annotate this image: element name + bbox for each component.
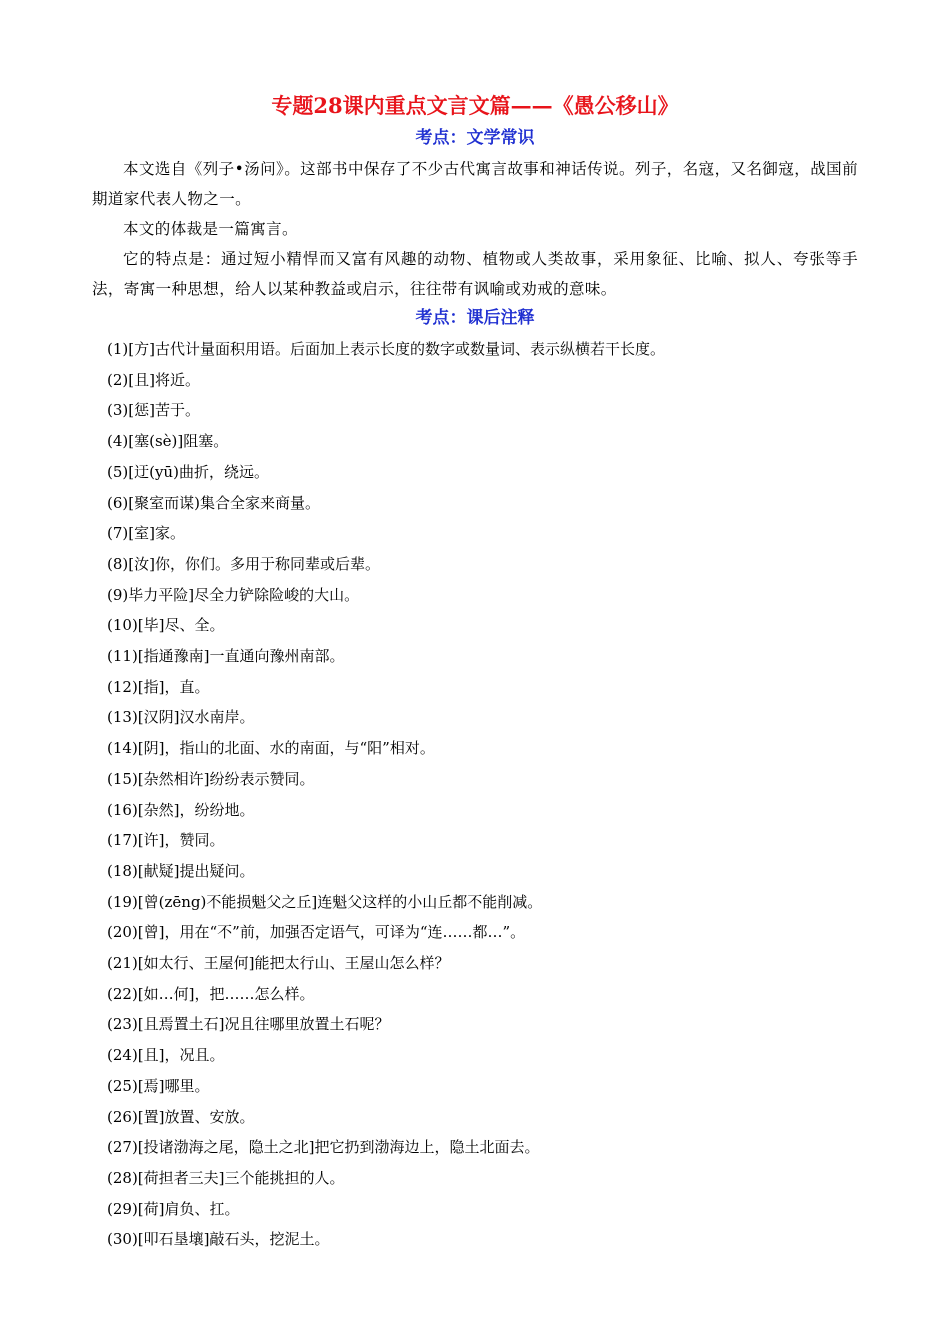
annotation-item: (26)[置]放置、安放。 [107,1107,255,1126]
annotation-item: (4)[塞(sè)]阻塞。 [107,432,229,451]
annotation-item: (13)[汉阴]汉水南岸。 [107,708,255,727]
annotation-item: (30)[叩石垦壤]敲石头，挖泥土。 [107,1230,330,1249]
annotation-item: (5)[迂(yū)曲折，绕远。 [107,462,269,481]
annotation-item: (16)[杂然]，纷纷地。 [107,800,255,819]
document-title: 专题28课内重点文言文篇——《愚公移山》 [271,93,679,118]
annotation-item: (10)[毕]尽、全。 [107,616,225,635]
annotation-item: (14)[阴]，指山的北面、水的南面，与“阳”相对。 [107,739,435,758]
annotation-item: (22)[如…何]，把……怎么样。 [107,984,315,1003]
annotation-item: (23)[且焉置土石]况且往哪里放置土石呢？ [107,1015,390,1034]
section-heading-annotations: 考点：课后注释 [415,308,535,328]
paragraph-features: 它的特点是：通过短小精悍而又富有风趣的动物、植物或人类故事，采用象征、比喻、拟人、夸张等手法，寄寓一种思想，给人以某种教益或启示，往往带有讽喻或劝戒的意味。 [92,250,858,298]
annotation-item: (8)[汝]你，你们。多用于称同辈或后辈。 [107,554,380,573]
paragraph-genre: 本文的体裁是一篇寓言。 [123,220,298,238]
section-heading-literary-knowledge: 考点：文学常识 [415,128,535,148]
annotation-item: (1)[方]古代计量面积用语。后面加上表示长度的数字或数量词、表示纵横若干长度。 [107,340,665,358]
annotation-item: (7)[室]家。 [107,524,185,543]
annotation-item: (11)[指通豫南]一直通向豫州南部。 [107,647,345,666]
annotation-item: (20)[曾]，用在“不”前，加强否定语气，可译为“连……都…”。 [107,923,526,942]
annotation-item: (27)[投诸渤海之尾，隐土之北]把它扔到渤海边上，隐土北面去。 [107,1138,540,1157]
annotation-item: (6)[聚室而谋)集合全家来商量。 [107,493,320,512]
annotation-item: (28)[荷担者三夫]三个能挑担的人。 [107,1168,345,1187]
paragraph-source: 本文选自《列子•汤问》。这部书中保存了不少古代寓言故事和神话传说。列子，名寇，又名御寇，战国前期道家代表人物之一。 [92,160,858,208]
annotation-item: (12)[指]，直。 [107,677,210,696]
annotation-item: (21)[如太行、王屋何]能把太行山、王屋山怎么样？ [107,954,450,973]
annotation-item: (29)[荷]肩负、扛。 [107,1199,240,1218]
annotation-item: (19)[曾(zēng)不能损魁父之丘]连魁父这样的小山丘都不能削减。 [107,892,543,911]
annotation-item: (18)[献疑]提出疑问。 [107,861,255,880]
annotation-item: (15)[杂然相许]纷纷表示赞同。 [107,769,315,788]
annotation-item: (24)[且]，况且。 [107,1046,225,1065]
annotation-item: (9)毕力平险]尽全力铲除险峻的大山。 [107,585,360,604]
annotation-item: (17)[许]，赞同。 [107,831,225,850]
annotation-item: (2)[且]将近。 [107,370,200,389]
annotation-list [92,334,858,1255]
annotation-item: (3)[惩]苦于。 [107,401,200,420]
annotation-item: (25)[焉]哪里。 [107,1076,210,1095]
